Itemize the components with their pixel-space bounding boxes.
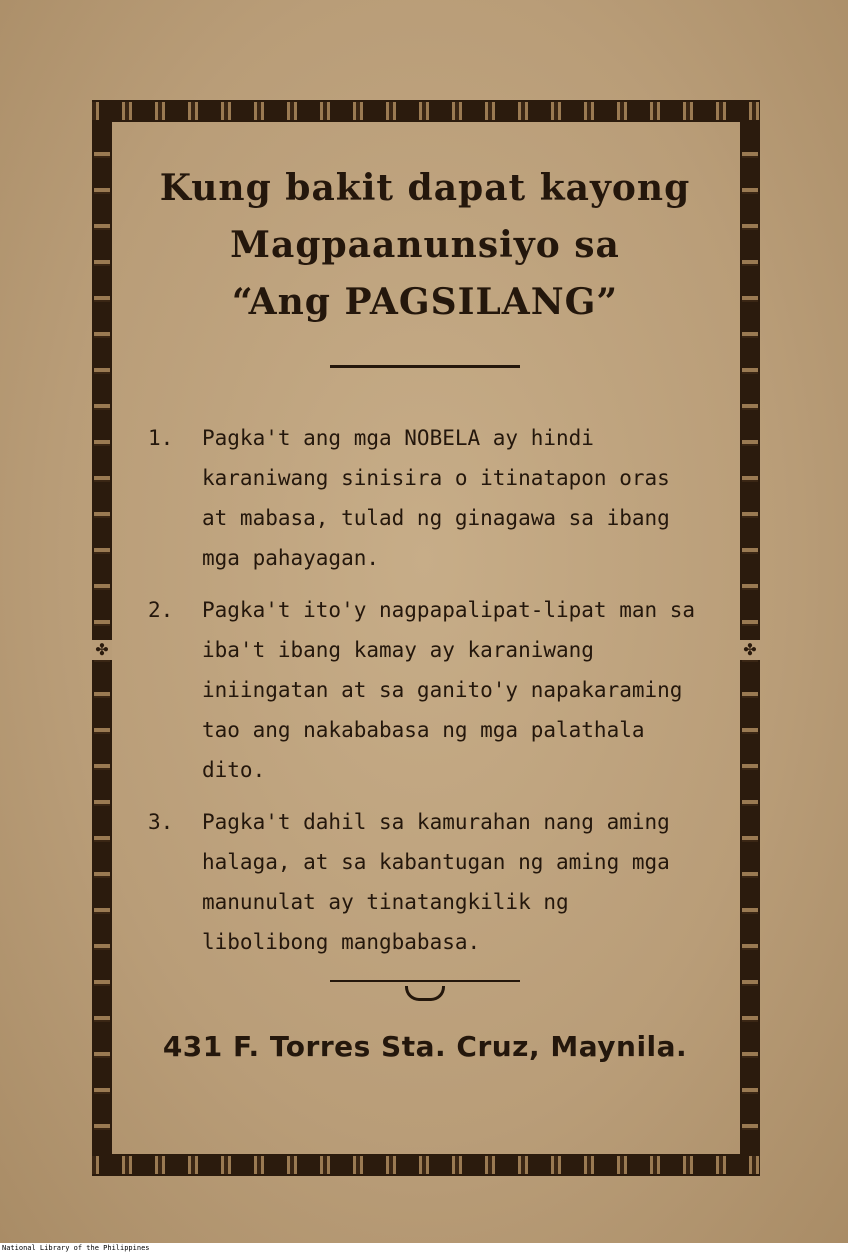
list-item-text: Pagka't dahil sa kamurahan nang aming halaga, at sa kabantugan ng aming mga manunulat ay tinatangkilik ng libolibong mangbabasa. [202,810,670,954]
title-line-2: Magpaanunsiyo sa [230,224,620,266]
title-line-1: Kung bakit dapat kayong [159,167,691,209]
list-item-text: Pagka't ang mga NOBELA ay hindi karaniwang sinisira o itinatapon oras at mabasa, tulad ng ginagawa sa ibang mga pahayagan. [202,426,670,570]
border-top [92,100,760,122]
list-item-text: Pagka't ito'y nagpapalipat-lipat man sa iba't ibang kamay ay karaniwang iniingatan at sa ganito'y napakaraming tao ang nakababasa ng mga palathala dito. [202,598,696,782]
border-bottom [92,1154,760,1176]
reasons-list [120,418,730,962]
divider-line [330,980,520,982]
title-rule [330,365,520,368]
list-item [120,802,698,962]
list-item-number: 2. [148,598,174,622]
list-item [120,590,698,790]
title-line-3: “Ang PAGSILANG” [231,281,619,323]
ornament-icon [405,986,445,1001]
publisher-address: 431 F. Torres Sta. Cruz, Maynila. [162,1030,688,1063]
page-title [120,160,730,331]
list-item-number: 1. [148,426,174,450]
border-right [740,122,760,1154]
archive-credit: National Library of the Philippines [2,1244,150,1252]
list-item-number: 3. [148,810,174,834]
border-left [92,122,112,1154]
advertisement-content [120,160,730,1120]
fleur-left-icon: ✤ [92,640,112,660]
list-item [120,418,698,578]
ornament-divider [330,980,520,1006]
fleur-right-icon: ✤ [740,640,760,660]
